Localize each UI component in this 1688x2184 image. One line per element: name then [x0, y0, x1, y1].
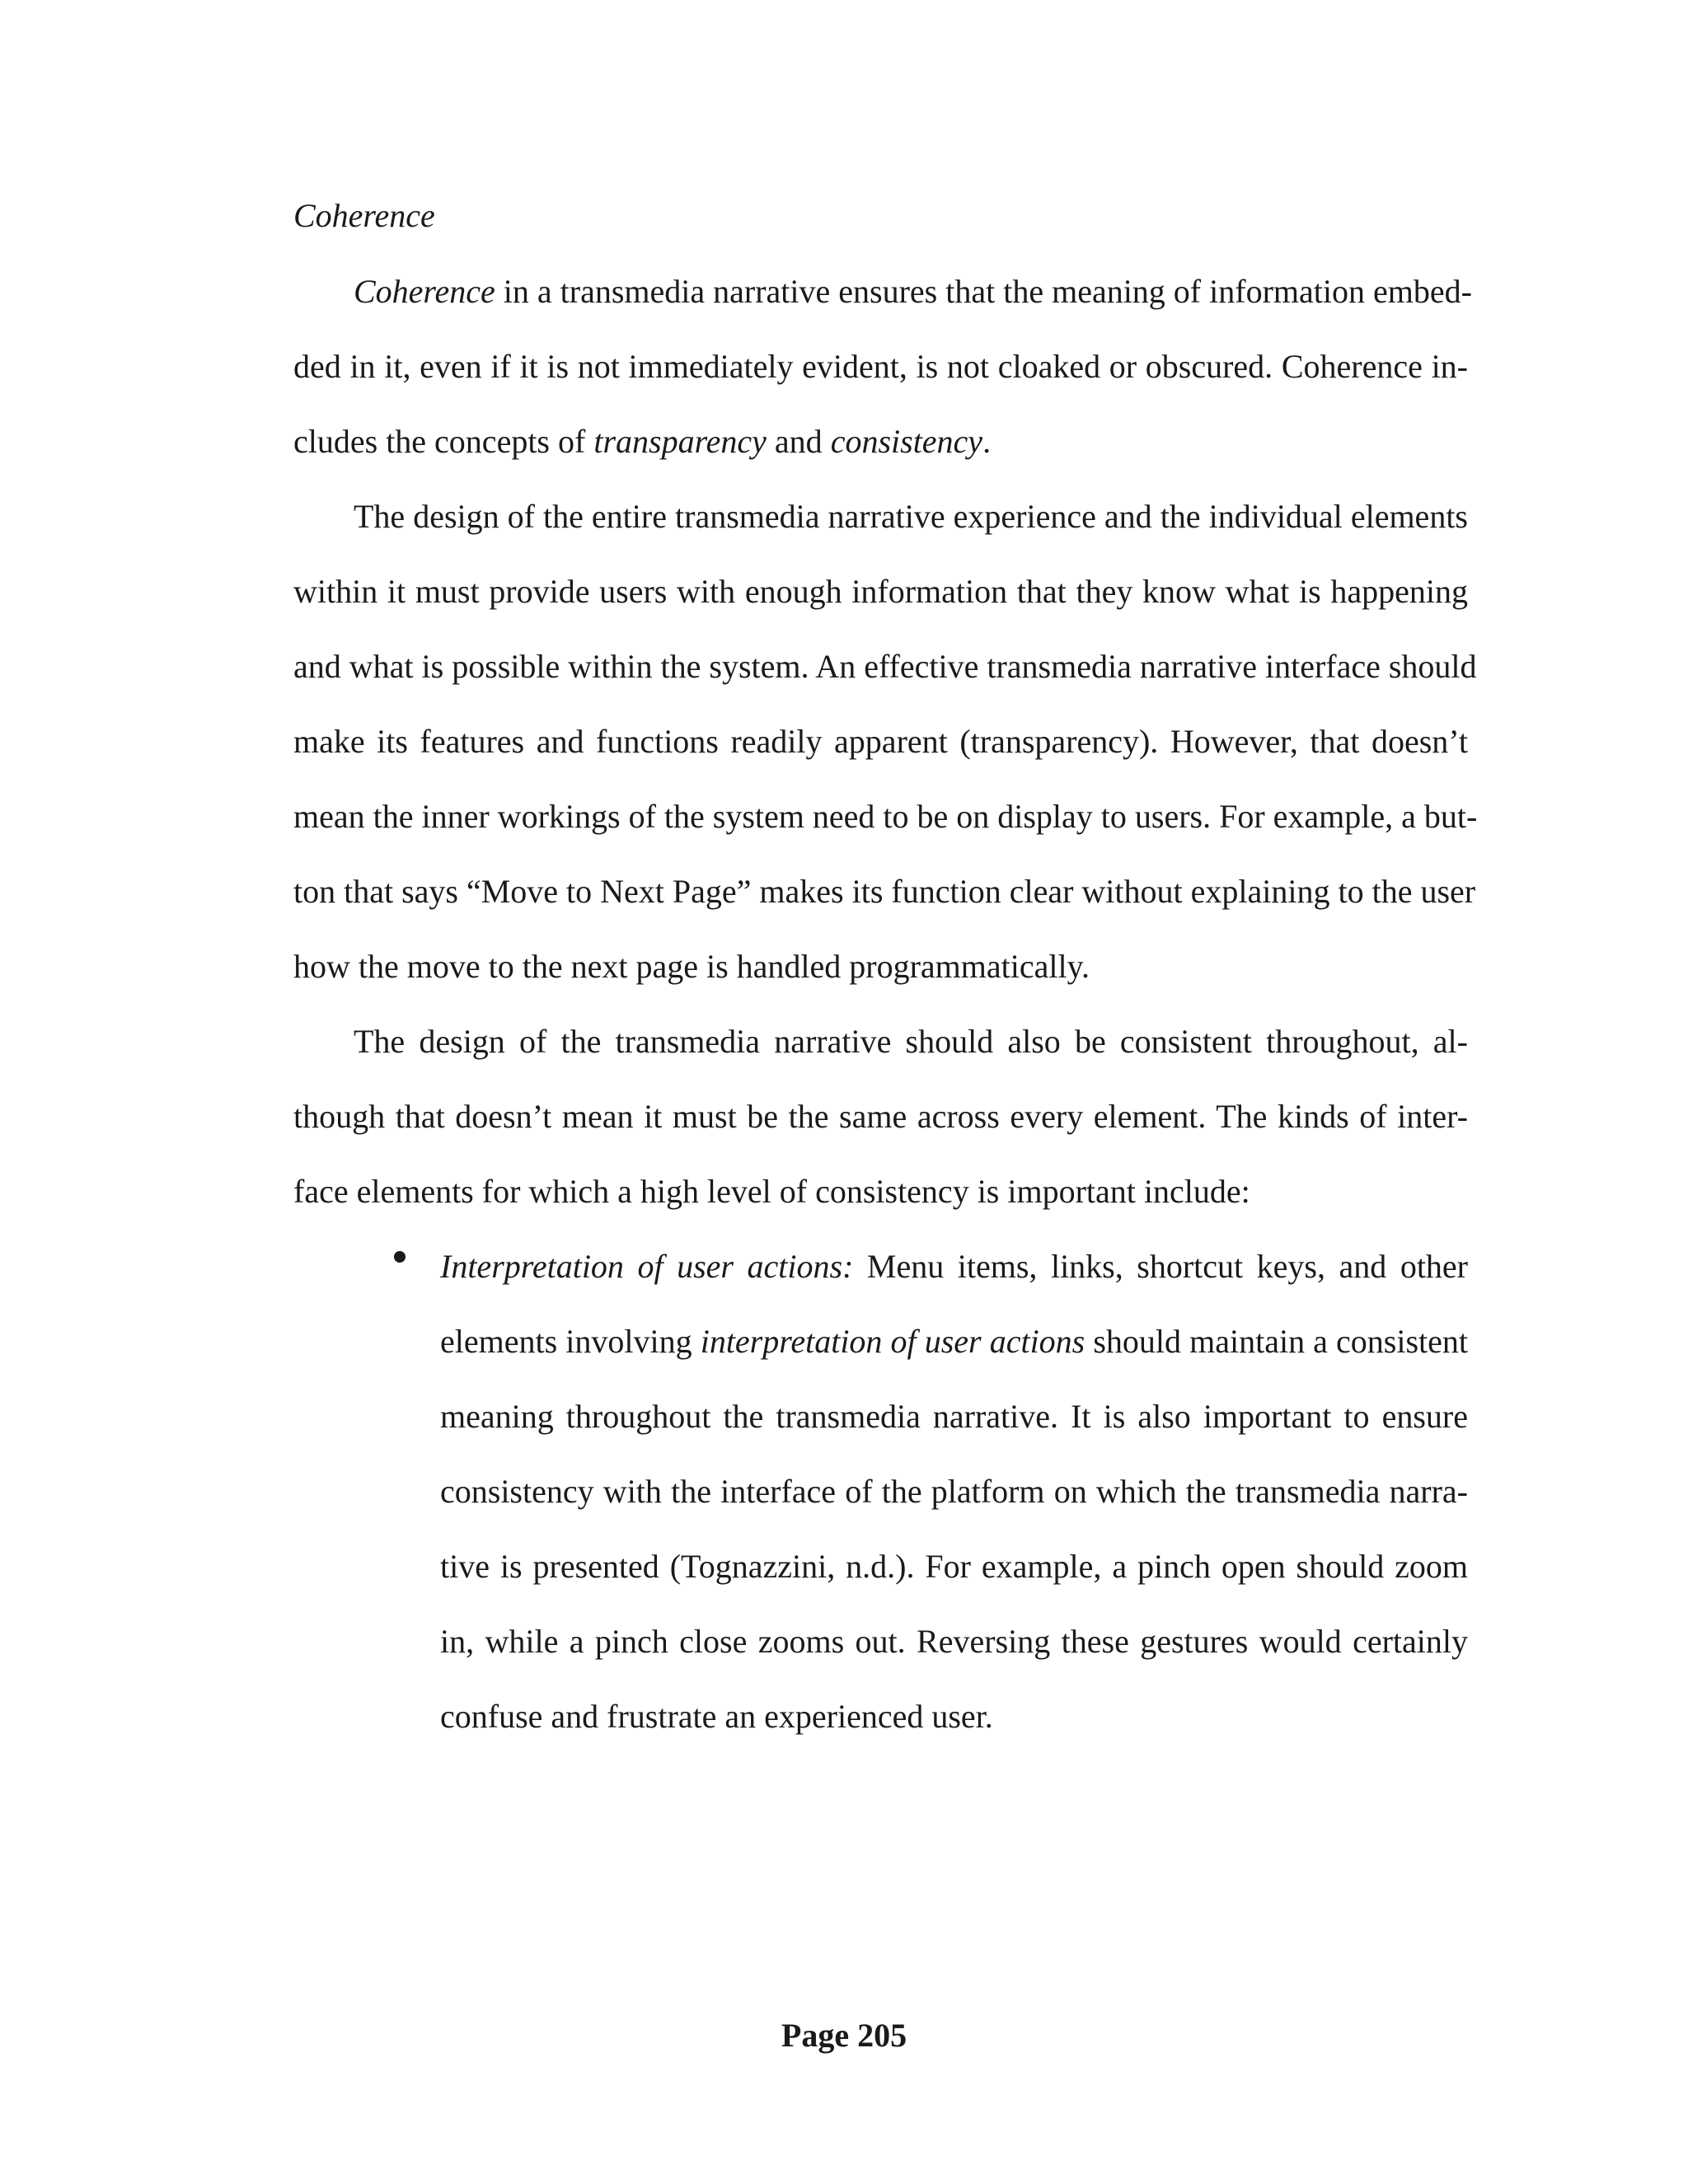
text-span: should maintain a consistent — [1085, 1323, 1468, 1360]
term-interpretation-of-user-actions: Interpretation of user actions: — [440, 1248, 854, 1285]
bullet-line-4: consistency with the interface of the platform on which the transmedia narra- — [440, 1473, 1468, 1510]
bullet-line-3: meaning throughout the transmedia narrative. It is also important to ensure — [440, 1398, 1468, 1435]
paragraph-2-line-2: within it must provide users with enough information that they know what is happening — [293, 573, 1468, 610]
bullet-line-1 — [440, 1247, 1468, 1286]
bullet-line-6: in, while a pinch close zooms out. Reversing these gestures would certainly — [440, 1623, 1468, 1660]
bullet-icon — [394, 1251, 406, 1263]
text-span: elements involving — [440, 1323, 701, 1360]
paragraph-2-line-1: The design of the entire transmedia narrative experience and the individual elements — [354, 498, 1468, 535]
paragraph-2-line-5: mean the inner workings of the system need to be on display to users. For example, a but- — [293, 798, 1478, 835]
paragraph-1-line-1 — [354, 272, 1472, 312]
paragraph-2-line-3: and what is possible within the system. An effective transmedia narrative interface should — [293, 648, 1477, 685]
term-interpretation-of-user-actions-inline: interpretation of user actions — [700, 1323, 1085, 1360]
paragraph-3-line-2: though that doesn’t mean it must be the same across every element. The kinds of inter- — [293, 1098, 1468, 1135]
term-consistency: consistency — [830, 423, 983, 460]
text-span: . — [982, 423, 992, 460]
paragraph-3-line-1: The design of the transmedia narrative should also be consistent throughout, al- — [354, 1023, 1468, 1060]
bullet-line-7: confuse and frustrate an experienced user. — [440, 1698, 993, 1735]
text-span: in a transmedia narrative ensures that the meaning of information embed- — [495, 273, 1472, 310]
text-span: cludes the concepts of — [293, 423, 594, 460]
paragraph-1-line-3 — [293, 422, 1468, 462]
section-heading: Coherence — [293, 197, 435, 234]
text-span: Menu items, links, shortcut keys, and other — [853, 1248, 1469, 1285]
paragraph-2-line-7: how the move to the next page is handled programmatically. — [293, 948, 1090, 985]
paragraph-1-line-2: ded in it, even if it is not immediately evident, is not cloaked or obscured. Coherence in- — [293, 348, 1468, 385]
page-number: Page 205 — [781, 2017, 907, 2054]
bullet-line-5: tive is presented (Tognazzini, n.d.). For example, a pinch open should zoom — [440, 1548, 1468, 1585]
term-transparency: transparency — [593, 423, 767, 460]
term-coherence: Coherence — [354, 273, 495, 310]
text-span: and — [766, 423, 831, 460]
paragraph-2-line-4: make its features and functions readily apparent (transparency). However, that doesn’t — [293, 723, 1468, 760]
paragraph-3-line-3: face elements for which a high level of consistency is important include: — [293, 1173, 1250, 1210]
paragraph-2-line-6: ton that says “Move to Next Page” makes its function clear without explaining to the user — [293, 873, 1476, 910]
bullet-line-2 — [440, 1322, 1468, 1361]
